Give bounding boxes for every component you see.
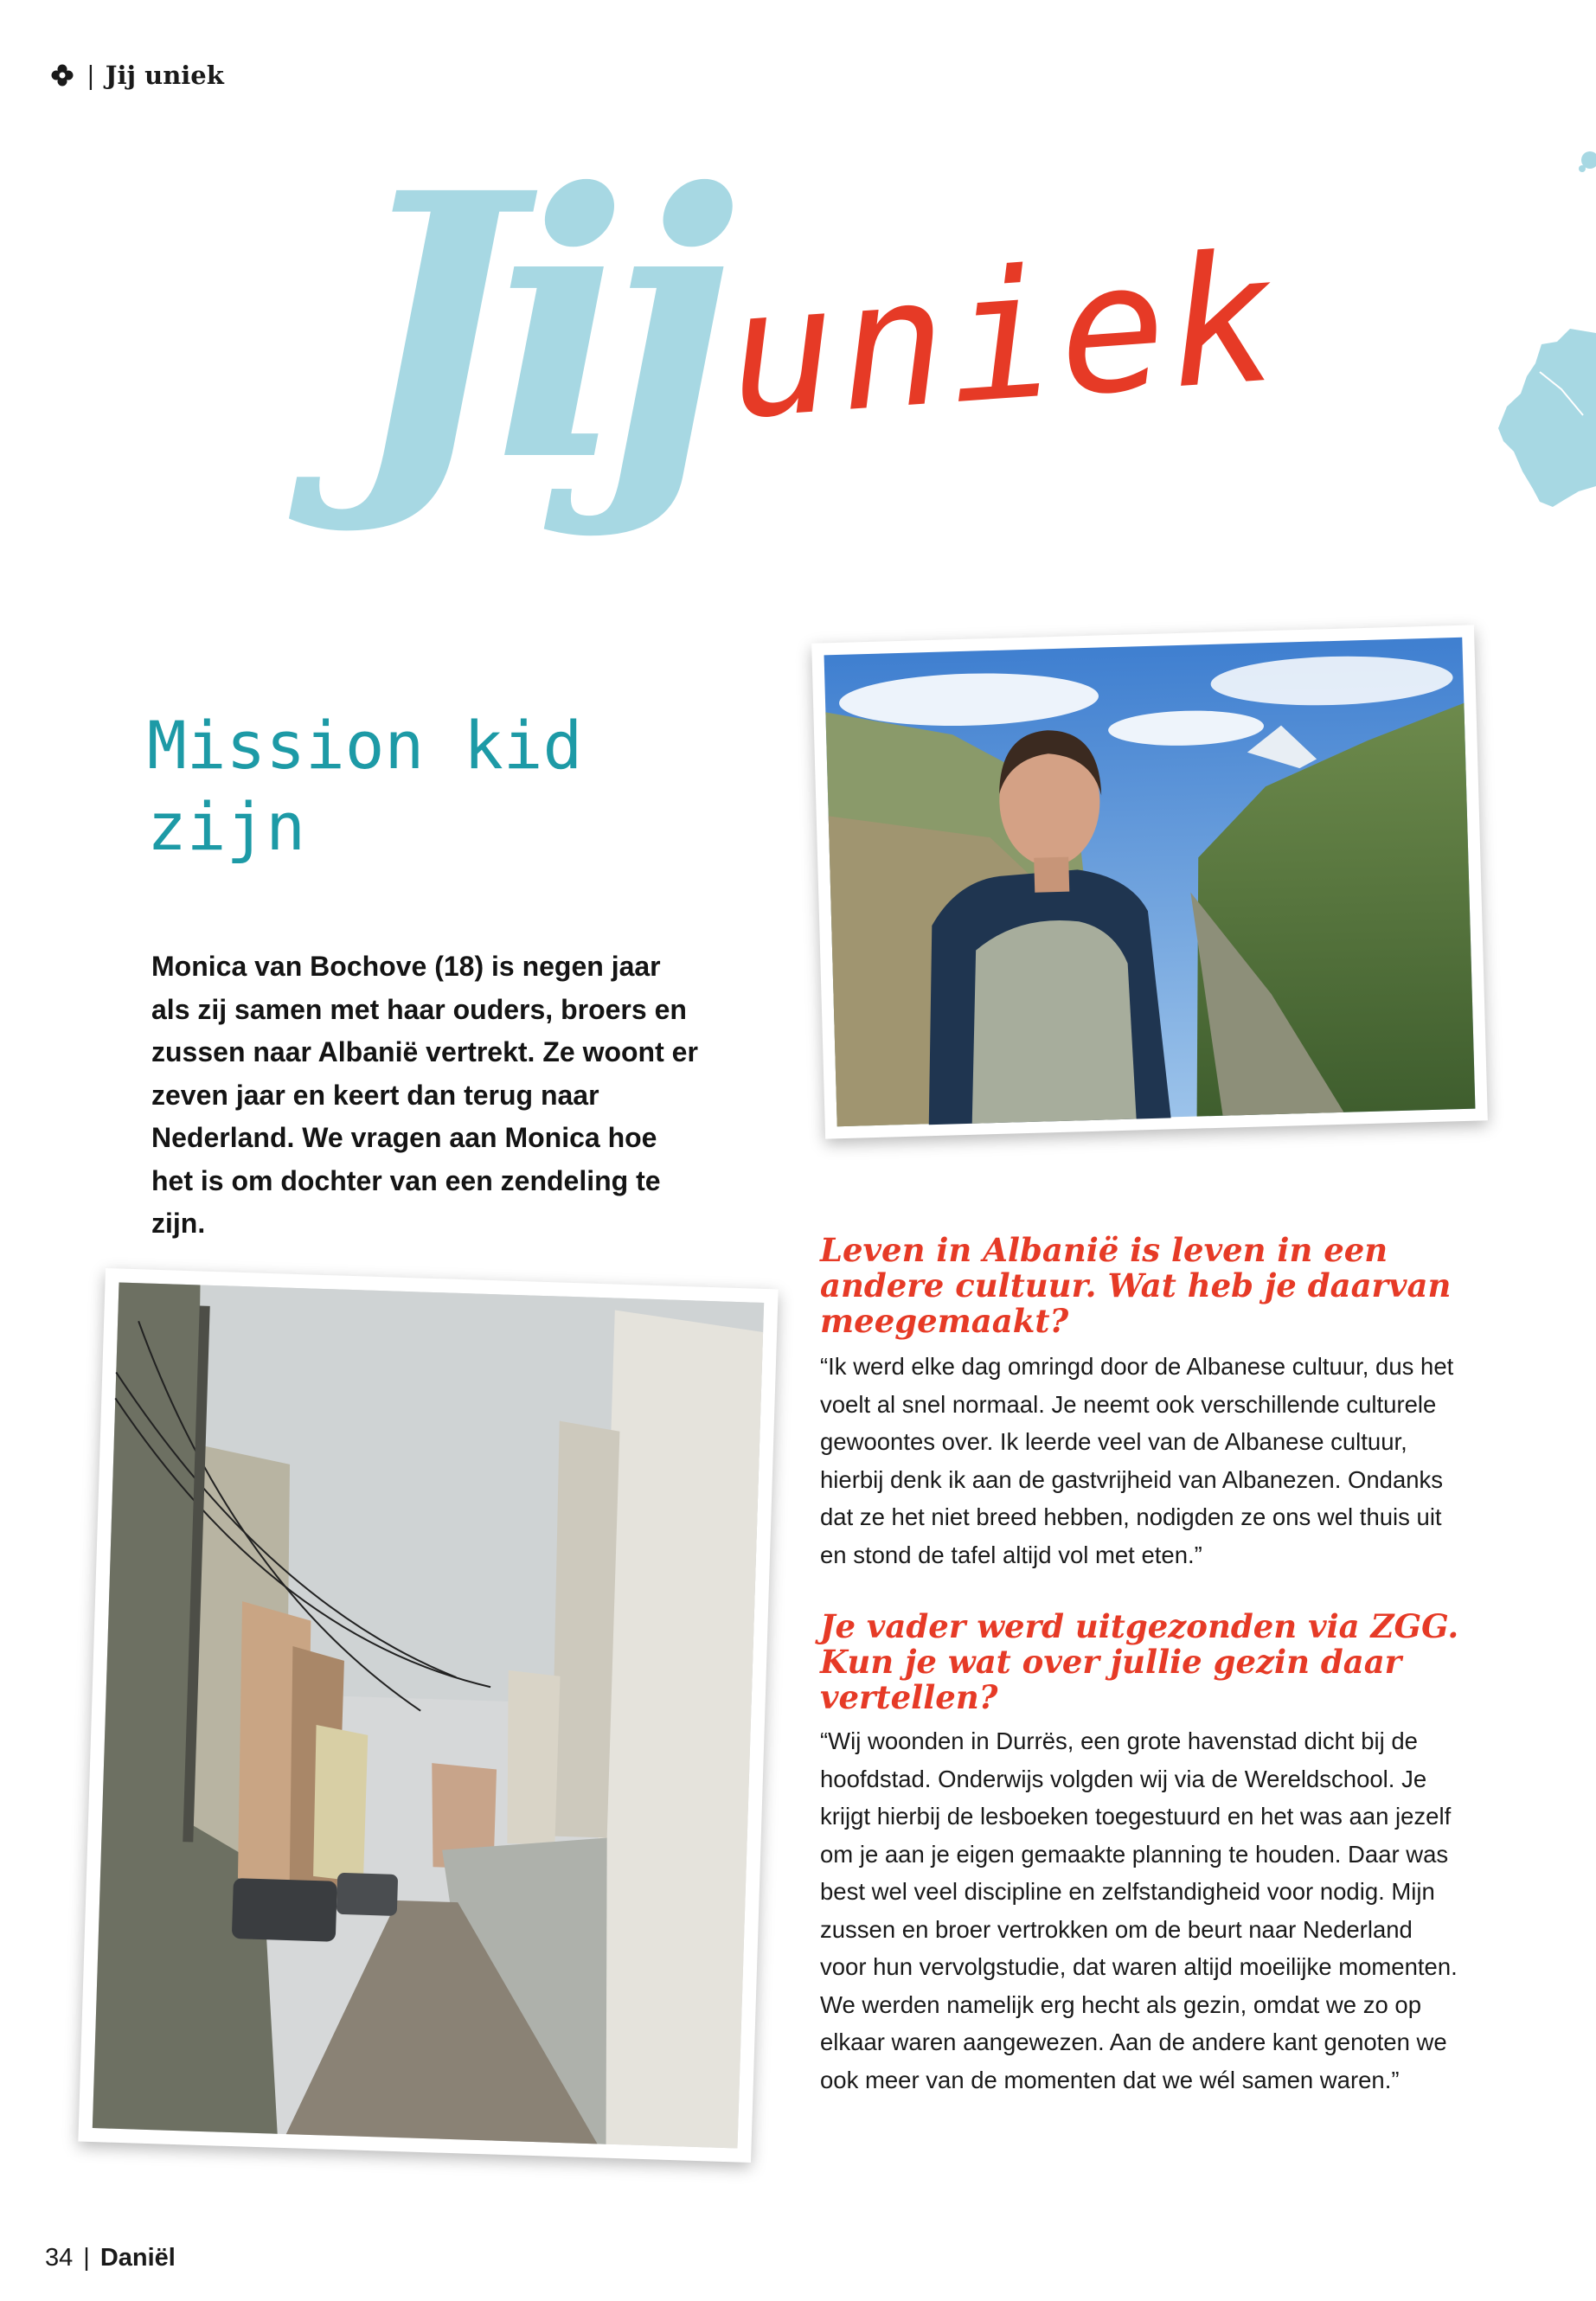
magazine-name: Daniël <box>99 2244 176 2272</box>
flower-icon <box>50 63 74 87</box>
question-heading: Je vader werd uitgezonden via ZGG. Kun je wat over jullie gezin daar vertellen? <box>820 1607 1459 1716</box>
intro-paragraph: Monica van Bochove (18) is negen jaar als zij samen met haar ouders, broers en zussen naar Albanië vertrekt. Ze woont er zeven jaar en keert dan terug naar Nederland. We vragen aan Monica hoe het is om dochter van een zendeling te zijn. <box>151 951 698 1239</box>
street-photo <box>78 1268 778 2163</box>
section-tag <box>50 61 224 90</box>
title-uniek: uniek <box>721 215 1286 459</box>
answer-paragraph: “Ik werd elke dag omringd door de Albanese cultuur, dus het voelt al snel normaal. Je neemt ook verschillende culturele gewoontes over. Ik leerde veel van de Albanese cultuur, hierbij denk ik aan de gastvrijheid van Albanezen. Ondanks dat ze het niet breed hebben, nodigden ze ons wel thuis uit en stond de tafel altijd vol met eten.” <box>820 1353 1454 1568</box>
question-heading: Leven in Albanië is leven in een andere cultuur. Wat heb je daarvan meegemaakt? <box>820 1231 1452 1340</box>
title-jij: Jij <box>346 115 710 542</box>
portrait-photo <box>811 625 1488 1138</box>
page-footer <box>45 2244 176 2272</box>
section-separator: | <box>87 61 95 90</box>
article-subtitle: Mission kid zijn <box>147 707 583 865</box>
map-decoration-icon <box>1488 130 1596 528</box>
page-number: 34 <box>45 2244 74 2272</box>
answer-paragraph: “Wij woonden in Durrës, een grote havenstad dicht bij de hoofdstad. Onderwijs volgden wij via de Wereldschool. Je krijgt hierbij de lesboeken toegestuurd en het was aan jezelf om je aan je eigen gemaakte planning te houden. Daar was best wel veel discipline en zelfstandigheid voor nodig. Mijn zussen en broer vertrokken om de beurt naar Nederland voor hun vervolgstudie, dat waren altijd moeilijke momenten. We werden namelijk erg hecht als gezin, omdat we zo op elkaar waren aangewezen. Aan de andere kant genoten we ook meer van de momenten dat we wél samen waren.” <box>820 1727 1458 2093</box>
footer-separator: | <box>83 2244 90 2272</box>
section-label: Jij uniek <box>105 61 224 90</box>
